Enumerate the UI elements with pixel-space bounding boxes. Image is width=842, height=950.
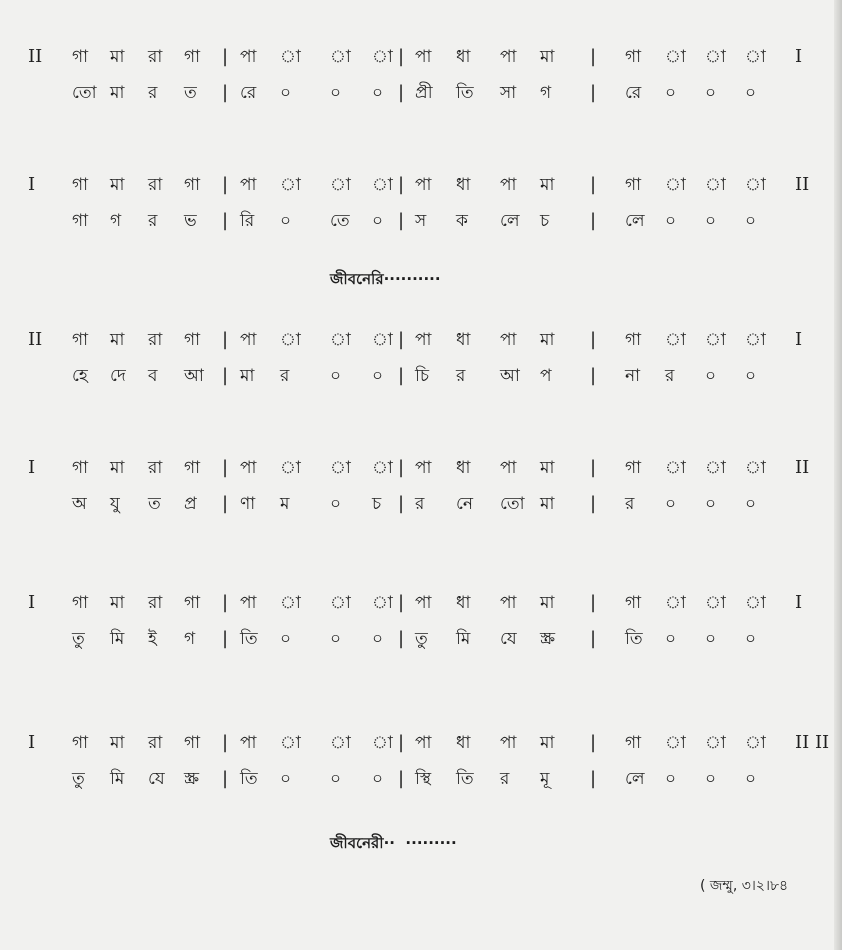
lyric-syllable: স্ক্র — [540, 629, 556, 649]
lyric-syllable: প্র — [184, 494, 197, 514]
lyric-syllable: তো — [500, 494, 525, 514]
barline: | — [222, 365, 229, 386]
barline: | — [398, 493, 405, 514]
lyric-syllable: ০ — [280, 769, 292, 789]
swara-note: রা — [148, 175, 163, 195]
barline: | — [222, 628, 229, 649]
end-barline: II II — [795, 732, 830, 753]
barline: | — [398, 210, 405, 231]
lyric-syllable: ০ — [705, 366, 717, 386]
barline: | — [398, 174, 405, 195]
lyric-syllable: ০ — [665, 494, 677, 514]
lyric-syllable: ০ — [745, 629, 757, 649]
swara-note: গা — [72, 458, 89, 478]
lyric-syllable: ০ — [330, 494, 342, 514]
lyric-syllable: ০ — [665, 83, 677, 103]
barline: | — [222, 457, 229, 478]
lyric-syllable: ০ — [745, 494, 757, 514]
swara-note: া — [745, 330, 766, 350]
lyric-syllable: তি — [240, 629, 258, 649]
barline: | — [590, 628, 597, 649]
swara-note: া — [705, 593, 726, 613]
lyric-syllable: ০ — [705, 494, 717, 514]
start-barline: I — [28, 174, 36, 195]
lyric-syllable: তো — [72, 83, 97, 103]
swara-note: পা — [500, 47, 517, 67]
refrain-heading: জীবনেরী·· ········· — [330, 834, 457, 852]
swara-note: রা — [148, 593, 163, 613]
swara-note: গা — [625, 47, 642, 67]
lyric-syllable: মা — [240, 366, 255, 386]
swara-note: া — [665, 330, 686, 350]
swara-note: পা — [500, 175, 517, 195]
lyric-syllable: ম — [280, 494, 290, 514]
date-place-note: ( জম্মু, ৩।২।৮৪ — [700, 878, 789, 894]
swara-note: া — [280, 330, 301, 350]
swara-note: মা — [110, 47, 125, 67]
swara-note: া — [745, 175, 766, 195]
barline: | — [590, 329, 597, 350]
swara-note: া — [330, 175, 351, 195]
swara-note: মা — [540, 47, 555, 67]
lyric-syllable: মি — [456, 629, 471, 649]
barline: | — [222, 329, 229, 350]
swara-note: পা — [500, 330, 517, 350]
swara-note: গা — [184, 330, 201, 350]
lyric-syllable: নে — [456, 494, 474, 514]
swara-note: া — [745, 47, 766, 67]
lyric-syllable: ক — [456, 211, 468, 231]
lyric-syllable: মি — [110, 629, 125, 649]
lyric-syllable: ০ — [745, 83, 757, 103]
swara-note: পা — [415, 593, 432, 613]
lyric-syllable: ০ — [372, 83, 384, 103]
lyrics-line — [0, 489, 842, 519]
lyric-syllable: ০ — [372, 211, 384, 231]
swara-note: া — [280, 593, 301, 613]
swara-note: া — [665, 175, 686, 195]
barline: | — [590, 592, 597, 613]
swara-note: মা — [110, 733, 125, 753]
lyric-syllable: র — [500, 769, 510, 789]
swara-note: া — [665, 593, 686, 613]
lyric-syllable: তি — [456, 83, 474, 103]
swara-note: গা — [625, 175, 642, 195]
start-barline: I — [28, 457, 36, 478]
lyric-syllable: যে — [148, 769, 165, 789]
barline: | — [590, 46, 597, 67]
lyric-syllable: তে — [330, 211, 350, 231]
swara-note: গা — [625, 330, 642, 350]
lyric-syllable: ০ — [705, 83, 717, 103]
swara-note: মা — [110, 330, 125, 350]
barline: | — [222, 82, 229, 103]
lyric-syllable: ০ — [372, 366, 384, 386]
lyric-syllable: ০ — [665, 769, 677, 789]
lyric-syllable: প্রী — [415, 83, 433, 103]
swara-note: া — [665, 458, 686, 478]
swara-note: গা — [184, 593, 201, 613]
swara-note: রা — [148, 733, 163, 753]
barline: | — [398, 732, 405, 753]
lyric-syllable: ০ — [330, 366, 342, 386]
lyric-syllable: ব — [148, 366, 158, 386]
lyric-syllable: চ — [372, 494, 382, 514]
lyric-syllable: ০ — [330, 769, 342, 789]
swara-note: পা — [500, 593, 517, 613]
swara-note: মা — [540, 458, 555, 478]
swara-note: গা — [72, 175, 89, 195]
lyric-syllable: যে — [500, 629, 517, 649]
swara-note: গা — [184, 175, 201, 195]
start-barline: II — [28, 46, 43, 67]
start-barline: I — [28, 732, 36, 753]
end-barline: II — [795, 174, 810, 195]
lyric-syllable: সা — [500, 83, 517, 103]
swara-line — [0, 728, 842, 758]
swara-note: মা — [110, 458, 125, 478]
lyric-syllable: লে — [500, 211, 520, 231]
lyric-syllable: স্থি — [415, 769, 432, 789]
barline: | — [398, 329, 405, 350]
lyric-syllable: ০ — [280, 629, 292, 649]
lyric-syllable: তি — [456, 769, 474, 789]
swara-note: া — [372, 593, 393, 613]
barline: | — [222, 768, 229, 789]
swara-note: ধা — [456, 47, 471, 67]
lyric-syllable: ০ — [330, 83, 342, 103]
lyric-syllable: মা — [110, 83, 125, 103]
barline: | — [398, 82, 405, 103]
lyric-syllable: গা — [72, 211, 89, 231]
swara-note: া — [745, 733, 766, 753]
swara-note: া — [372, 47, 393, 67]
lyric-syllable: লে — [625, 211, 645, 231]
swara-note: গা — [625, 733, 642, 753]
swara-note: া — [372, 458, 393, 478]
barline: | — [590, 493, 597, 514]
swara-note: া — [745, 593, 766, 613]
lyric-syllable: ০ — [705, 211, 717, 231]
barline: | — [222, 732, 229, 753]
lyric-syllable: গ — [540, 83, 552, 103]
swara-line — [0, 170, 842, 200]
swara-note: া — [330, 330, 351, 350]
swara-note: ধা — [456, 593, 471, 613]
swara-note: গা — [184, 47, 201, 67]
swara-note: গা — [184, 458, 201, 478]
swara-note: মা — [540, 733, 555, 753]
lyric-syllable: চ — [540, 211, 550, 231]
lyric-syllable: ০ — [372, 769, 384, 789]
swara-note: গা — [72, 733, 89, 753]
barline: | — [398, 592, 405, 613]
lyric-syllable: ০ — [745, 769, 757, 789]
swara-note: মা — [110, 175, 125, 195]
swara-note: ধা — [456, 175, 471, 195]
barline: | — [398, 768, 405, 789]
swara-note: া — [372, 175, 393, 195]
lyric-syllable: স্ক্র — [184, 769, 200, 789]
lyric-syllable: ০ — [705, 769, 717, 789]
swara-line — [0, 325, 842, 355]
lyric-syllable: ০ — [330, 629, 342, 649]
swara-note: া — [330, 458, 351, 478]
lyrics-line — [0, 764, 842, 794]
lyric-syllable: ০ — [665, 629, 677, 649]
swara-line — [0, 453, 842, 483]
lyric-syllable: দে — [110, 366, 126, 386]
lyrics-line — [0, 624, 842, 654]
lyric-syllable: র — [456, 366, 466, 386]
swara-note: পা — [500, 733, 517, 753]
lyric-syllable: ০ — [745, 366, 757, 386]
swara-line — [0, 588, 842, 618]
swara-note: ধা — [456, 733, 471, 753]
swara-note: রা — [148, 330, 163, 350]
swara-note: পা — [415, 733, 432, 753]
swara-note: া — [705, 733, 726, 753]
swara-note: পা — [500, 458, 517, 478]
swara-note: গা — [72, 593, 89, 613]
swara-note: গা — [625, 458, 642, 478]
barline: | — [222, 46, 229, 67]
lyric-syllable: ০ — [280, 83, 292, 103]
barline: | — [590, 732, 597, 753]
lyric-syllable: লে — [625, 769, 645, 789]
barline: | — [222, 592, 229, 613]
swara-note: া — [705, 175, 726, 195]
lyric-syllable: র — [625, 494, 635, 514]
swara-line — [0, 42, 842, 72]
lyric-syllable: হে — [72, 366, 88, 386]
lyric-syllable: র — [280, 366, 290, 386]
end-barline: I — [795, 46, 803, 67]
swara-note: া — [705, 330, 726, 350]
lyrics-line — [0, 78, 842, 108]
swara-note: পা — [240, 47, 257, 67]
lyric-syllable: আ — [184, 366, 204, 386]
lyric-syllable: ০ — [372, 629, 384, 649]
swara-note: া — [705, 458, 726, 478]
swara-note: পা — [240, 593, 257, 613]
swara-note: া — [665, 733, 686, 753]
barline: | — [398, 628, 405, 649]
swara-note: মা — [110, 593, 125, 613]
barline: | — [398, 46, 405, 67]
lyric-syllable: তু — [72, 629, 85, 649]
lyric-syllable: রে — [240, 83, 257, 103]
lyric-syllable: র — [148, 211, 158, 231]
swara-note: া — [280, 733, 301, 753]
lyric-syllable: ত — [148, 494, 161, 514]
lyric-syllable: ০ — [280, 211, 292, 231]
swara-note: া — [372, 330, 393, 350]
barline: | — [222, 174, 229, 195]
lyric-syllable: ০ — [745, 211, 757, 231]
swara-note: গা — [625, 593, 642, 613]
lyric-syllable: গ — [110, 211, 122, 231]
lyric-syllable: ত — [184, 83, 197, 103]
lyrics-line — [0, 206, 842, 236]
lyric-syllable: তি — [240, 769, 258, 789]
lyrics-line — [0, 361, 842, 391]
barline: | — [590, 365, 597, 386]
end-barline: I — [795, 329, 803, 350]
swara-note: া — [330, 733, 351, 753]
lyric-syllable: ভ — [184, 211, 197, 231]
lyric-syllable: তু — [415, 629, 428, 649]
swara-note: া — [372, 733, 393, 753]
swara-note: া — [745, 458, 766, 478]
lyric-syllable: আ — [500, 366, 520, 386]
lyric-syllable: চি — [415, 366, 430, 386]
swara-note: গা — [184, 733, 201, 753]
barline: | — [590, 457, 597, 478]
end-barline: II — [795, 457, 810, 478]
swara-note: পা — [415, 175, 432, 195]
barline: | — [222, 493, 229, 514]
swara-note: মা — [540, 330, 555, 350]
swara-note: পা — [415, 47, 432, 67]
lyric-syllable: ০ — [705, 629, 717, 649]
swara-note: গা — [72, 330, 89, 350]
swara-note: ধা — [456, 458, 471, 478]
swara-note: ধা — [456, 330, 471, 350]
swara-note: পা — [415, 330, 432, 350]
swara-note: া — [280, 458, 301, 478]
lyric-syllable: রি — [240, 211, 255, 231]
barline: | — [590, 82, 597, 103]
swara-note: া — [280, 175, 301, 195]
swara-note: পা — [240, 330, 257, 350]
swara-note: া — [330, 47, 351, 67]
lyric-syllable: মি — [110, 769, 125, 789]
lyric-syllable: র — [415, 494, 425, 514]
lyric-syllable: ০ — [665, 211, 677, 231]
lyric-syllable: রে — [625, 83, 642, 103]
swara-note: মা — [540, 175, 555, 195]
swara-note: পা — [415, 458, 432, 478]
swara-note: রা — [148, 47, 163, 67]
lyric-syllable: র — [148, 83, 158, 103]
lyric-syllable: না — [625, 366, 641, 386]
swara-note: া — [280, 47, 301, 67]
swara-note: া — [665, 47, 686, 67]
swara-note: পা — [240, 733, 257, 753]
lyric-syllable: তি — [625, 629, 643, 649]
end-barline: I — [795, 592, 803, 613]
swara-note: া — [705, 47, 726, 67]
barline: | — [222, 210, 229, 231]
lyric-syllable: গ — [184, 629, 196, 649]
barline: | — [590, 210, 597, 231]
barline: | — [590, 174, 597, 195]
barline: | — [590, 768, 597, 789]
lyric-syllable: ই — [148, 629, 157, 649]
swara-note: া — [330, 593, 351, 613]
start-barline: II — [28, 329, 43, 350]
swara-note: পা — [240, 175, 257, 195]
lyric-syllable: প — [540, 366, 552, 386]
swara-note: পা — [240, 458, 257, 478]
barline: | — [398, 365, 405, 386]
lyric-syllable: মা — [540, 494, 555, 514]
barline: | — [398, 457, 405, 478]
lyric-syllable: তু — [72, 769, 85, 789]
swara-note: মা — [540, 593, 555, 613]
lyric-syllable: র — [665, 366, 675, 386]
start-barline: I — [28, 592, 36, 613]
refrain-heading: জীবনেরি·········· — [330, 270, 441, 288]
swara-note: রা — [148, 458, 163, 478]
lyric-syllable: যু — [110, 494, 120, 514]
swara-note: গা — [72, 47, 89, 67]
lyric-syllable: অ — [72, 494, 87, 514]
lyric-syllable: ণা — [240, 494, 256, 514]
lyric-syllable: স — [415, 211, 427, 231]
lyric-syllable: মূ — [540, 769, 550, 789]
